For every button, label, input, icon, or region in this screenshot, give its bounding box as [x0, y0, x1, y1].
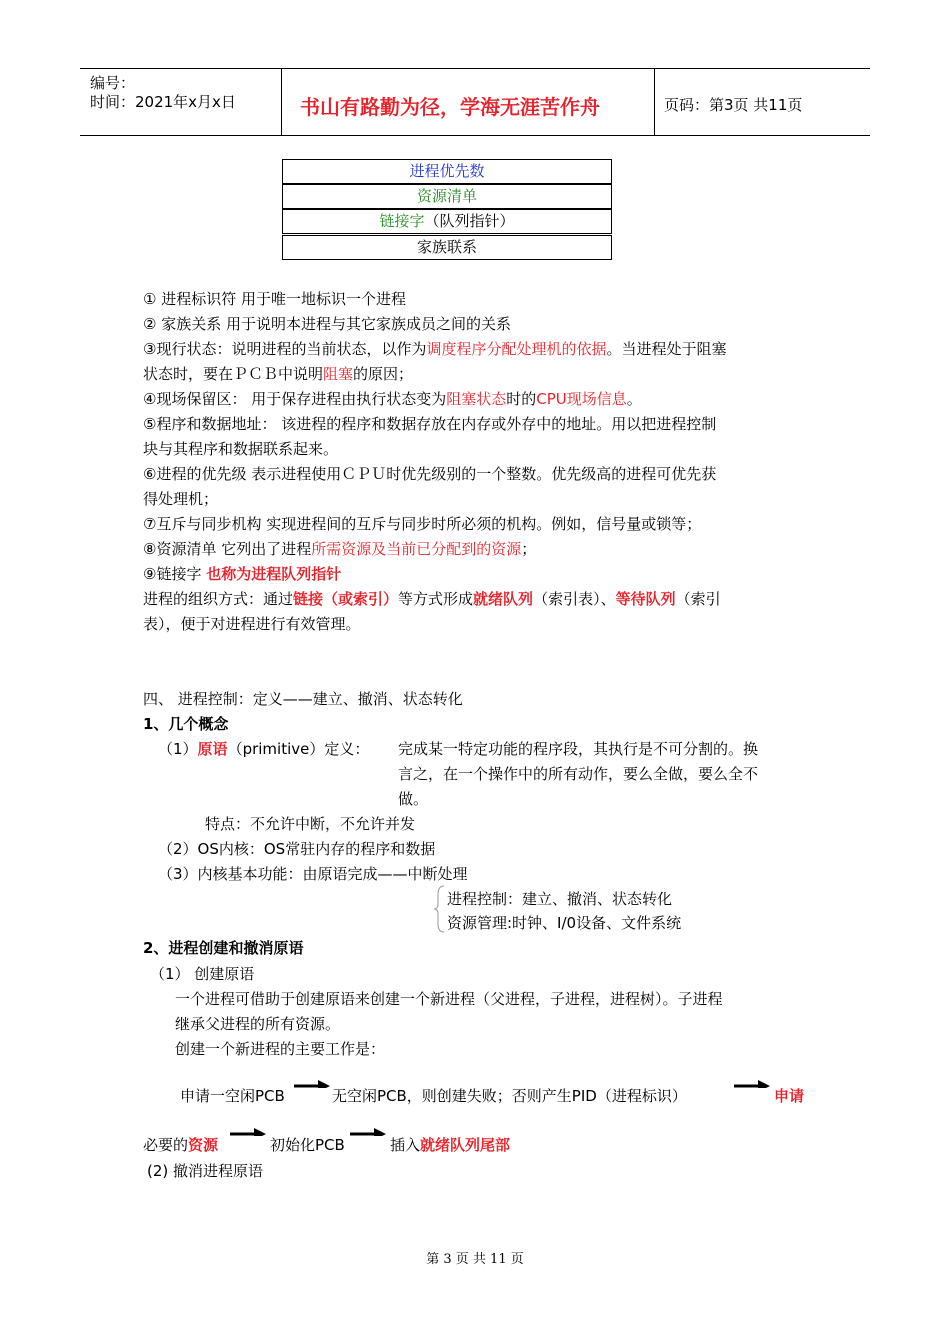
flow-step-3-cont [143, 1135, 218, 1155]
item-3 [143, 339, 726, 359]
item-4 [143, 389, 642, 409]
item-7: ⑦互斥与同步机构 实现进程间的互斥与同步时所必须的机构。例如，信号量或锁等； [143, 515, 702, 533]
section-4-2-heading: 2、进程创建和撤消原语 [143, 939, 304, 957]
item-3-cont [143, 364, 413, 384]
flow-step-3-highlight: 资源 [188, 1136, 219, 1154]
kernel-resource-management: 资源管理:时钟、I/0设备、文件系统 [447, 914, 682, 932]
flow-step-4: 初始化PCB [270, 1136, 345, 1154]
item-3-tail: 。当进程处于阻塞 [606, 340, 727, 358]
primitive-definition-3: 做。 [398, 790, 429, 808]
pcb-row-link-name: 链接字 [379, 212, 425, 230]
arrow-right-icon [230, 1128, 266, 1136]
arrow-right-icon [734, 1080, 770, 1088]
item-9-text: ⑨链接字 [143, 565, 207, 583]
header-top-rule [80, 68, 870, 69]
doc-time-label: 时间：2021年x月x日 [90, 93, 236, 111]
item-4-text: ④现场保留区： 用于保存进程由执行状态变为 [143, 390, 447, 408]
item-6: ⑥进程的优先级 表示进程使用ＣＰＵ时优先级别的一个整数。优先级高的进程可优先获 [143, 465, 717, 483]
item-6-cont: 得处理机； [143, 490, 219, 508]
flow-step-5 [390, 1135, 510, 1155]
kernel-functions-line: （3）内核基本功能：由原语完成——中断处理 [158, 865, 468, 883]
page-footer: 第 3 页 共 11 页 [426, 1252, 524, 1267]
item-8 [143, 539, 536, 559]
flow-step-2: 无空闲PCB，则创建失败；否则产生PID（进程标识） [332, 1087, 687, 1105]
pcb-row-priority: 进程优先数 [282, 159, 612, 184]
org-text-1: 进程的组织方式：通过 [143, 590, 294, 608]
pcb-row-resources: 资源清单 [282, 184, 612, 209]
pcb-row-link [282, 209, 612, 234]
flow-step-5-text: 插入 [390, 1136, 421, 1154]
primitive-definition-1: 完成某一特定功能的程序段，其执行是不可分割的。换 [398, 740, 759, 758]
org-text-4: （索引 [675, 590, 721, 608]
organization-line [143, 589, 721, 609]
item-3-cont-text: 状态时，要在ＰＣＢ中说明 [143, 365, 324, 383]
destroy-primitive-heading: (2) 撤消进程原语 [147, 1162, 264, 1180]
item-8-highlight: 所需资源及当前已分配到的资源 [311, 540, 522, 558]
header-bottom-rule [80, 135, 870, 136]
arrow-right-icon [294, 1080, 330, 1088]
item-9 [143, 564, 341, 584]
flow-step-3: 申请 [774, 1087, 805, 1105]
item-4-mid: 时的 [506, 390, 537, 408]
primitive-features: 特点：不允许中断，不允许并发 [205, 815, 416, 833]
item-3-cont-tail: 的原因； [353, 365, 414, 383]
pcb-row-link-note: （队列指针） [424, 212, 515, 230]
org-highlight-2: 就绪队列 [473, 590, 534, 608]
header-divider-2 [654, 68, 655, 135]
item-4-highlight-2: CPU现场信息 [536, 390, 627, 408]
section-4-heading: 四、 进程控制：定义——建立、撤消、状态转化 [143, 690, 463, 708]
primitive-term: 原语 [197, 740, 228, 758]
item-8-text: ⑧资源清单 它列出了进程 [143, 540, 312, 558]
create-primitive-desc-3: 创建一个新进程的主要工作是： [175, 1040, 386, 1058]
item-5: ⑤程序和数据地址： 该进程的程序和数据存放在内存或外存中的地址。用以把进程控制 [143, 415, 717, 433]
org-highlight-1: 链接（或索引） [293, 590, 399, 608]
create-primitive-desc-1: 一个进程可借助于创建原语来创建一个新进程（父进程，子进程，进程树）。子进程 [175, 990, 723, 1008]
primitive-definition-2: 言之，在一个操作中的所有动作，要么全做，要么全不 [398, 765, 759, 783]
os-kernel-line: （2）OS内核：OS常驻内存的程序和数据 [158, 840, 436, 858]
org-highlight-3: 等待队列 [615, 590, 676, 608]
org-text-2: 等方式形成 [398, 590, 474, 608]
flow-step-1: 申请一空闲PCB [180, 1087, 285, 1105]
item-3-cont-highlight: 阻塞 [323, 365, 354, 383]
doc-number-label: 编号： [90, 74, 136, 92]
brace-icon [432, 884, 446, 934]
org-text-3: （索引表）、 [533, 590, 616, 608]
flow-step-5-highlight: 就绪队列尾部 [420, 1136, 511, 1154]
pcb-row-family: 家族联系 [282, 235, 612, 260]
arrow-right-icon [350, 1128, 386, 1136]
header-motto: 书山有路勤为径，学海无涯苦作舟 [300, 95, 600, 119]
item-3-highlight: 调度程序分配处理机的依据 [426, 340, 607, 358]
kernel-process-control: 进程控制：建立、撤消、状态转化 [447, 890, 673, 908]
item-4-highlight-1: 阻塞状态 [446, 390, 507, 408]
page-number-label: 页码：第3页 共11页 [664, 96, 803, 114]
item-3-text: ③现行状态：说明进程的当前状态，以作为 [143, 340, 427, 358]
primitive-label: （primitive）定义： [227, 740, 370, 758]
item-1: ① 进程标识符 用于唯一地标识一个进程 [143, 290, 406, 308]
primitive-num: （1） [158, 740, 198, 758]
item-8-tail: ； [521, 540, 537, 558]
primitive-definition-label [158, 739, 369, 759]
create-primitive-heading: （1） 创建原语 [150, 965, 255, 983]
item-5-cont: 块与其程序和数据联系起来。 [143, 440, 339, 458]
item-4-tail: 。 [626, 390, 642, 408]
flow-step-3-text: 必要的 [143, 1136, 189, 1154]
create-primitive-desc-2: 继承父进程的所有资源。 [175, 1015, 341, 1033]
header-divider-1 [281, 68, 282, 135]
section-4-1-heading: 1、几个概念 [143, 715, 229, 733]
organization-line-cont: 表），便于对进程进行有效管理。 [143, 615, 361, 633]
item-9-highlight: 也称为进程队列指针 [206, 565, 342, 583]
item-2: ② 家族关系 用于说明本进程与其它家族成员之间的关系 [143, 315, 511, 333]
